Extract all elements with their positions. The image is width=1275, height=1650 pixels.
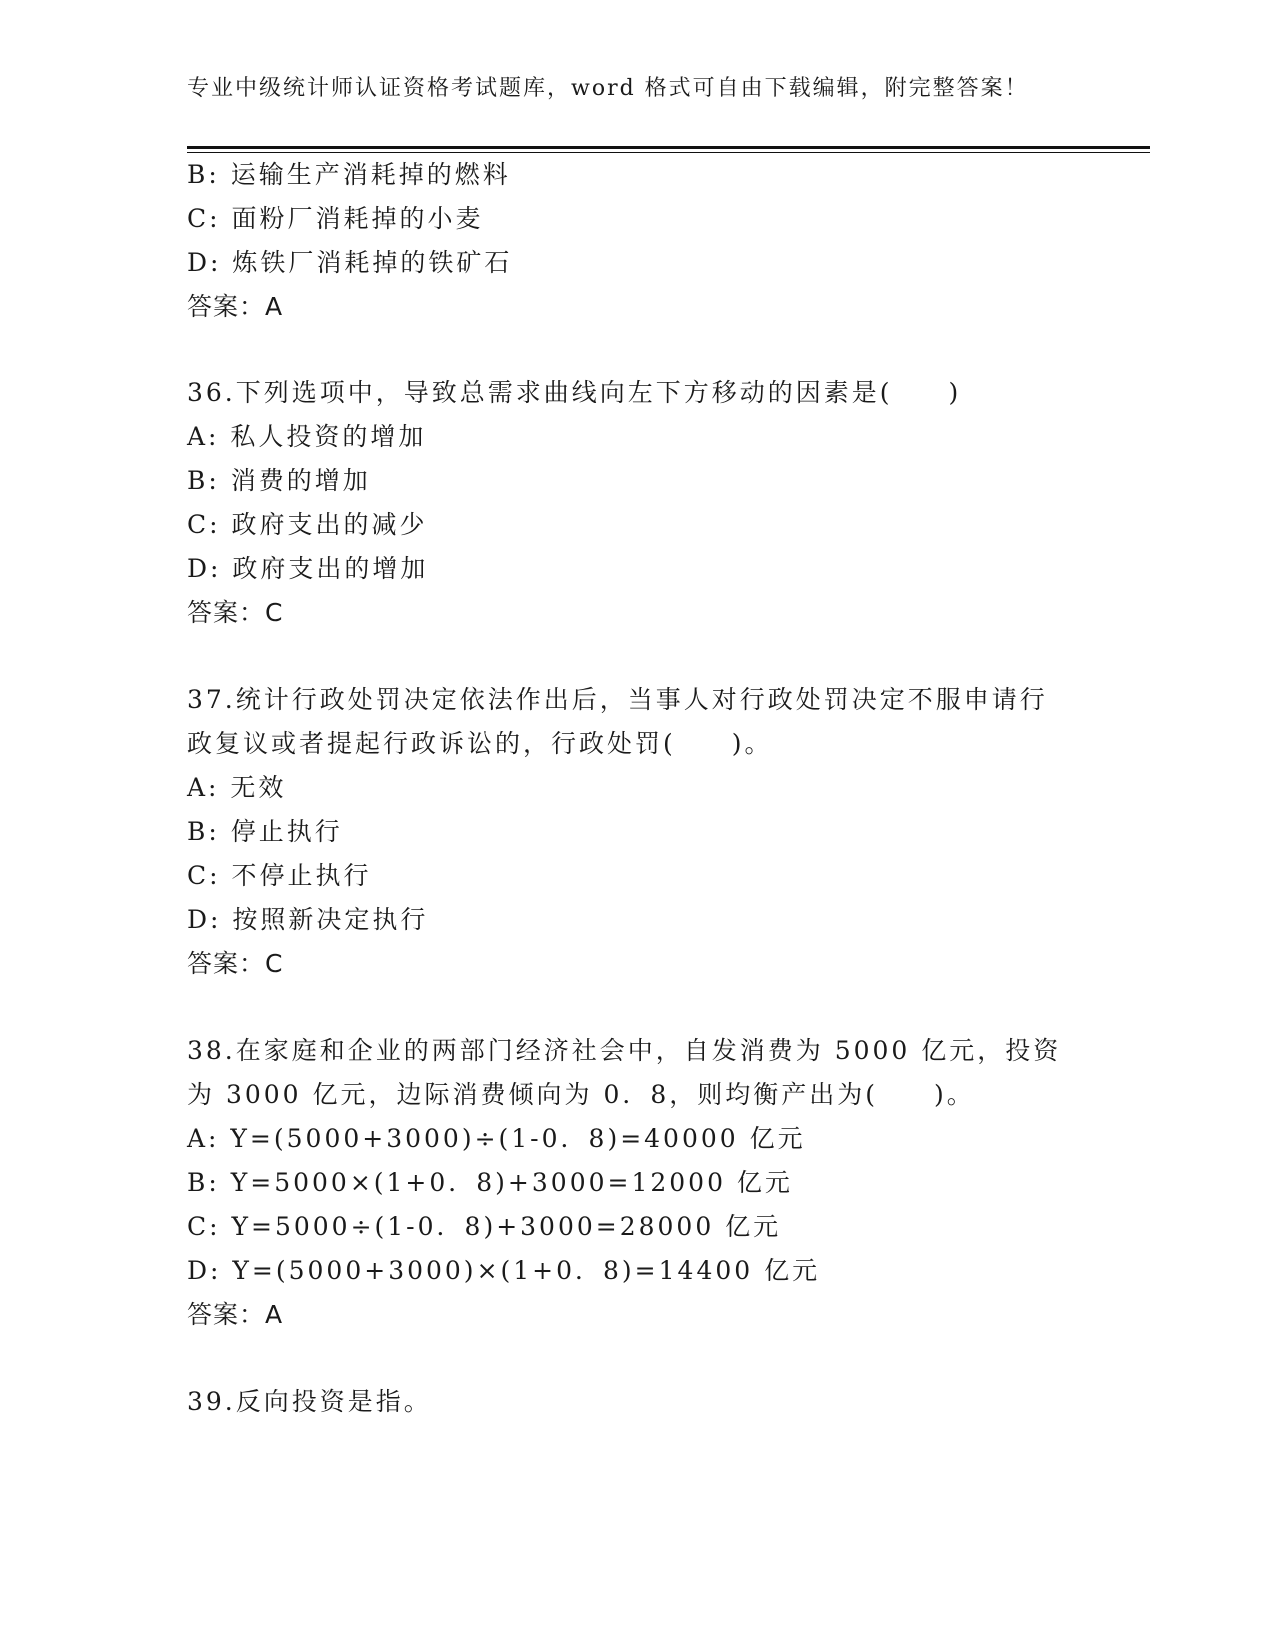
page-header: 专业中级统计师认证资格考试题库，word 格式可自由下载编辑，附完整答案！ <box>187 76 1029 101</box>
q36-option-b: B: 消费的增加 <box>187 466 371 495</box>
q36-option-a: A: 私人投资的增加 <box>187 422 427 451</box>
q37-option-b: B: 停止执行 <box>187 817 343 846</box>
q37-option-d: D: 按照新决定执行 <box>187 905 429 934</box>
header-rule-thin <box>187 152 1150 153</box>
q37-option-c: C: 不停止执行 <box>187 861 372 890</box>
q38-option-a: A: Y=(5000+3000)÷(1-0．8)=40000 亿元 <box>187 1124 806 1153</box>
q39-stem: 39.反向投资是指。 <box>187 1387 432 1416</box>
q36-answer: 答案：C <box>187 598 284 627</box>
q37-option-a: A: 无效 <box>187 773 287 802</box>
q38-stem-line-1: 38.在家庭和企业的两部门经济社会中，自发消费为 5000 亿元，投资 <box>187 1036 1062 1065</box>
q38-option-b: B: Y=5000×(1+0．8)+3000=12000 亿元 <box>187 1168 793 1197</box>
q38-answer: 答案：A <box>187 1300 284 1329</box>
q35-option-c: C: 面粉厂消耗掉的小麦 <box>187 204 484 233</box>
header-rule-thick <box>187 146 1150 149</box>
q36-stem: 36.下列选项中，导致总需求曲线向左下方移动的因素是( ) <box>187 378 962 407</box>
q36-option-c: C: 政府支出的减少 <box>187 510 428 539</box>
q38-stem-line-2: 为 3000 亿元，边际消费倾向为 0．8，则均衡产出为( )。 <box>187 1080 975 1109</box>
q36-option-d: D: 政府支出的增加 <box>187 554 429 583</box>
q35-answer: 答案：A <box>187 292 284 321</box>
q35-option-b: B: 运输生产消耗掉的燃料 <box>187 160 511 189</box>
q37-stem-line-1: 37.统计行政处罚决定依法作出后，当事人对行政处罚决定不服申请行 <box>187 685 1048 714</box>
q38-option-c: C: Y=5000÷(1-0．8)+3000=28000 亿元 <box>187 1212 782 1241</box>
q37-stem-line-2: 政复议或者提起行政诉讼的，行政处罚( )。 <box>187 729 773 758</box>
q37-answer: 答案：C <box>187 949 284 978</box>
q35-option-d: D: 炼铁厂消耗掉的铁矿石 <box>187 248 513 277</box>
q38-option-d: D: Y=(5000+3000)×(1+0．8)=14400 亿元 <box>187 1256 821 1285</box>
